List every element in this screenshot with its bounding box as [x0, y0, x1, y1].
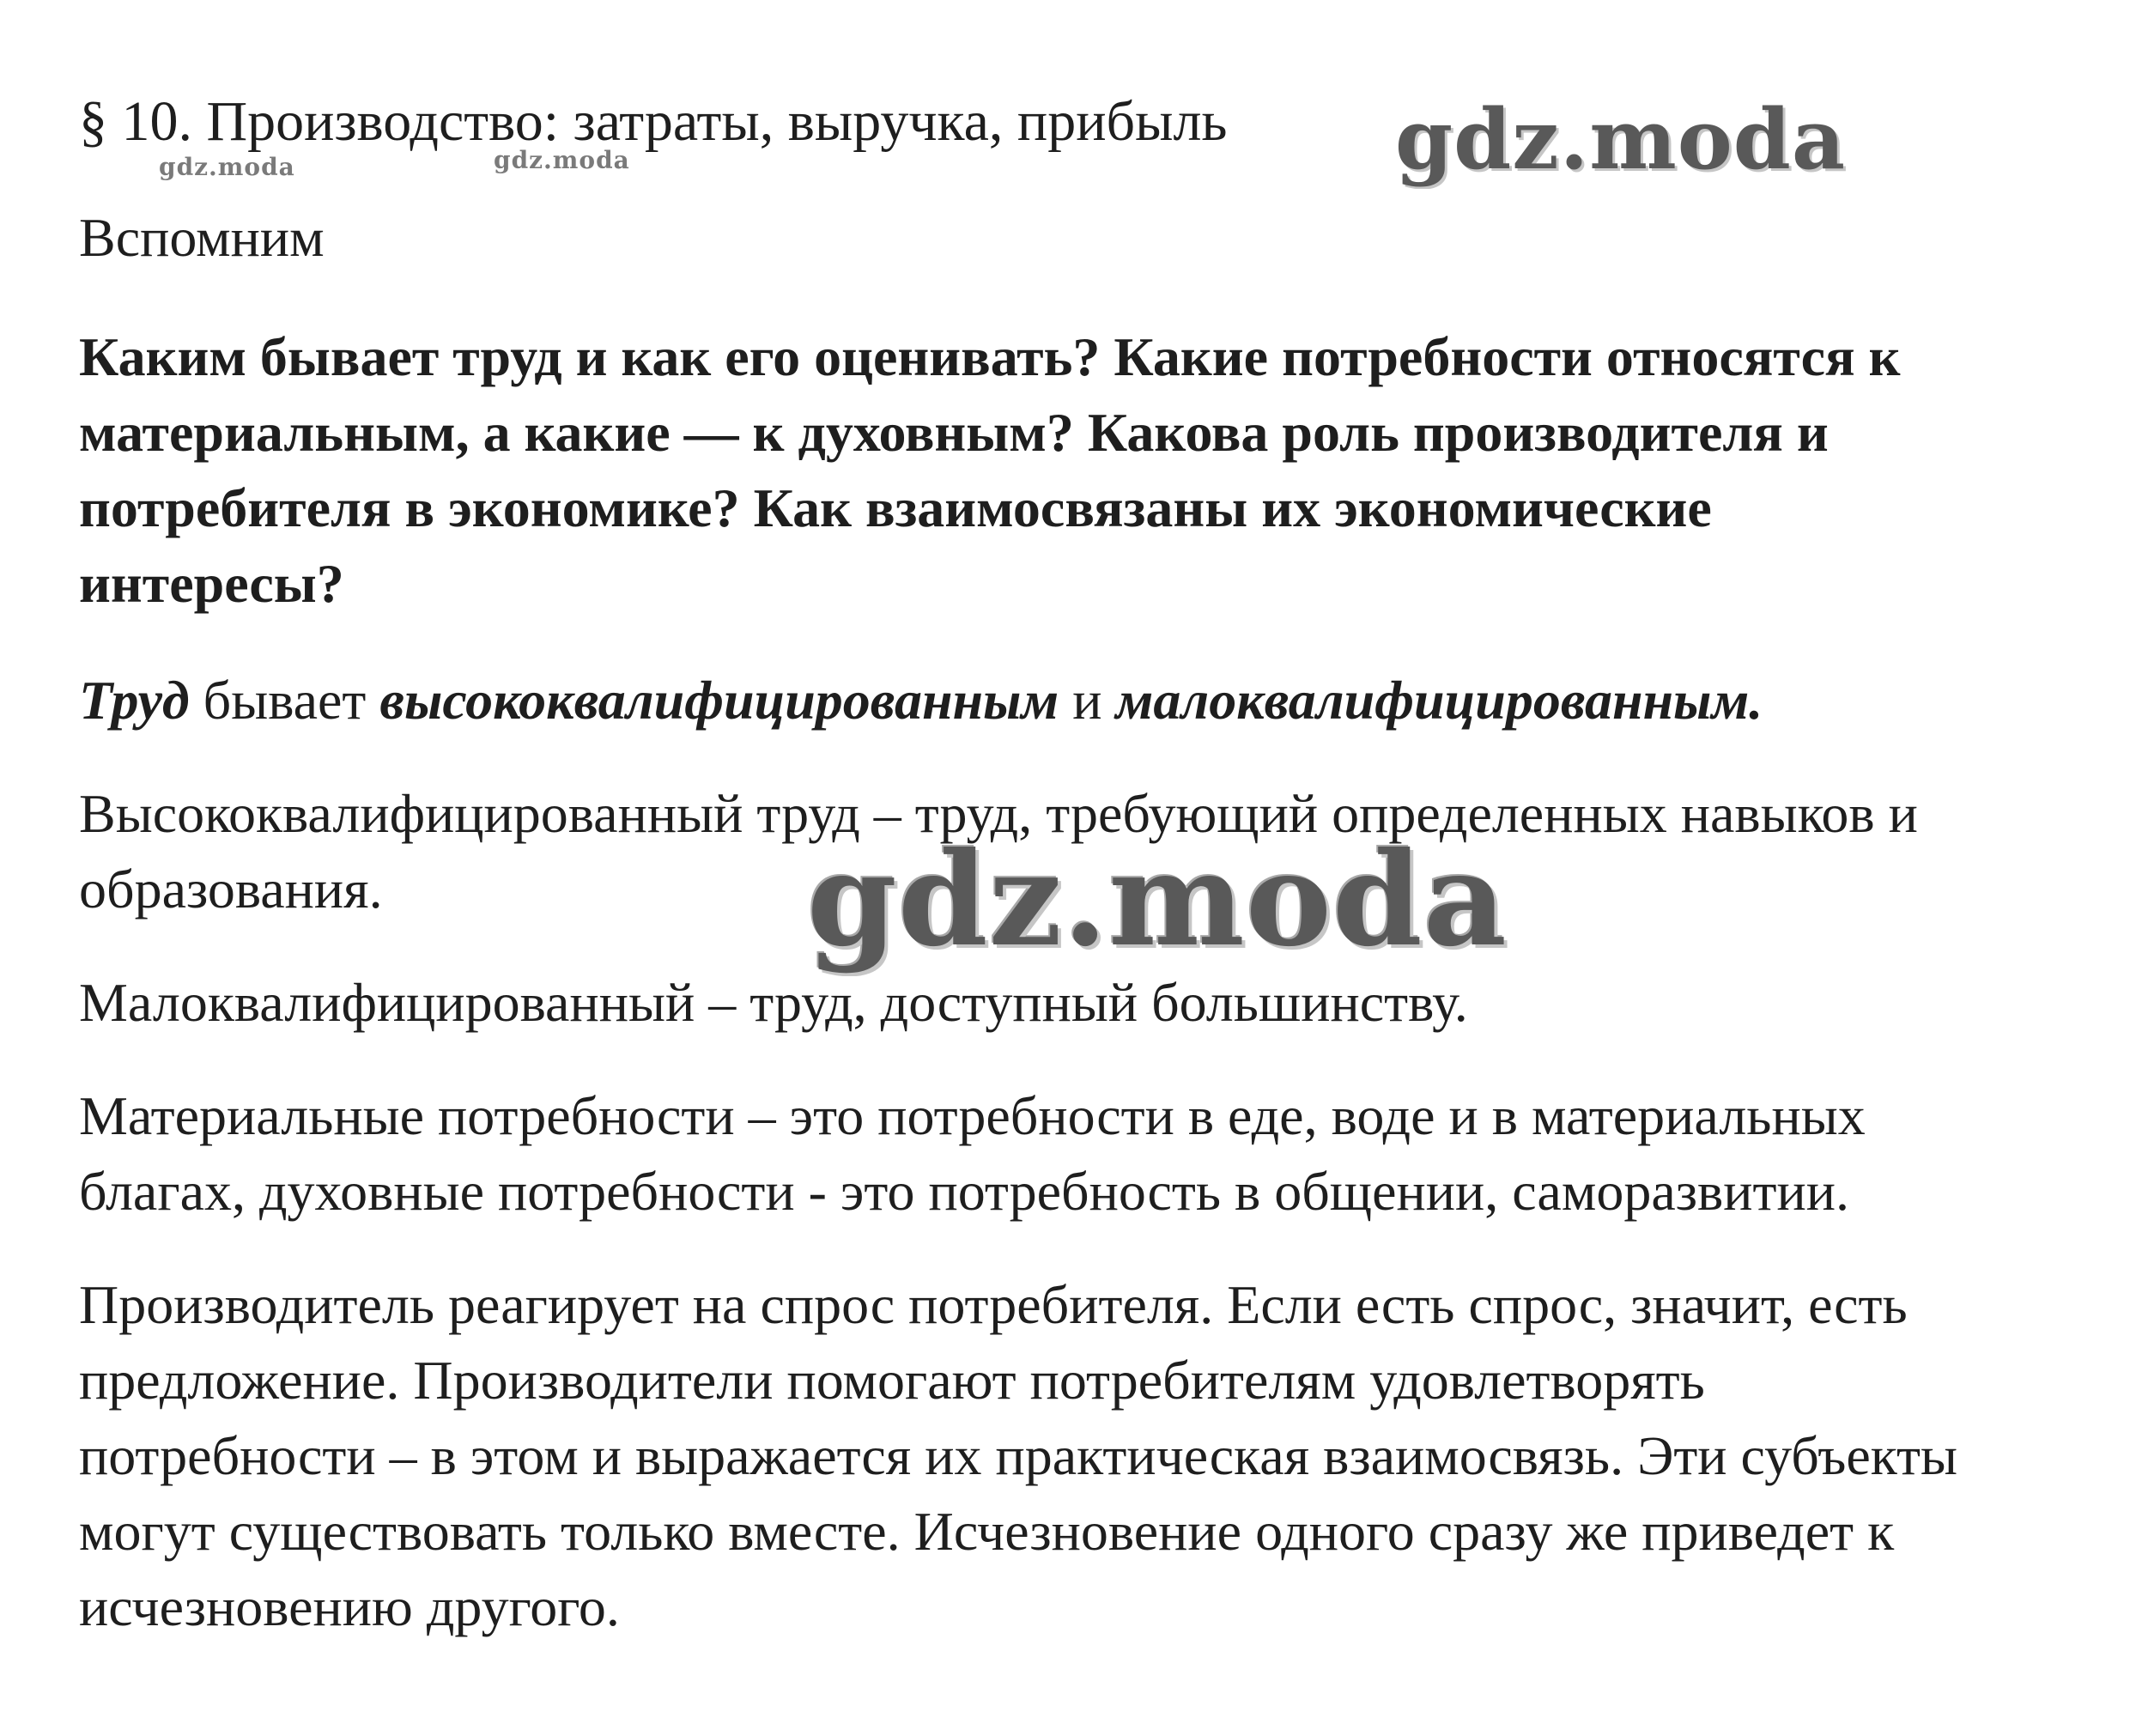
producer-paragraph: предложение. Производители помогают потребителям удовлетворять: [79, 1350, 1705, 1411]
watermark-small-2: gdz.moda: [494, 146, 630, 174]
needs-definition: благах, духовные потребности - это потребность в общении, саморазвитии.: [79, 1161, 1849, 1222]
question-line: интересы?: [79, 553, 344, 614]
labor-text: бывает: [189, 670, 380, 731]
question-line: потребителя в экономике? Как взаимосвязаны их экономические: [79, 477, 1712, 538]
question-line: материальным, а какие — к духовным? Какова роль производителя и: [79, 402, 1829, 463]
watermark-logo-center: gdz.moda: [807, 824, 1508, 975]
needs-definition: Материальные потребности – это потребности в еде, воде и в материальных: [79, 1085, 1866, 1146]
producer-paragraph: могут существовать только вместе. Исчезновение одного сразу же приведет к: [79, 1501, 1895, 1562]
low-skill-definition: Малоквалифицированный – труд, доступный большинству.: [79, 972, 1468, 1033]
recall-heading: Вспомним: [79, 207, 325, 268]
labor-text: и: [1059, 670, 1116, 731]
term-low-skilled: малоквалифицированным.: [1115, 670, 1763, 731]
producer-paragraph: Производитель реагирует на спрос потребителя. Если есть спрос, значит, есть: [79, 1274, 1908, 1335]
labor-types-paragraph: [79, 663, 1763, 738]
watermark-small-1: gdz.moda: [159, 153, 295, 181]
term-labor: Труд: [79, 670, 190, 731]
watermark-logo-top: gdz.moda: [1395, 91, 1847, 188]
term-high-skilled: высококвалифицированным: [379, 670, 1059, 731]
high-skill-definition: образования.: [79, 859, 383, 920]
producer-paragraph: исчезновению другого.: [79, 1576, 620, 1637]
section-heading: § 10. Производство: затраты, выручка, прибыль: [79, 90, 1228, 153]
high-skill-definition: Высококвалифицированный труд – труд, требующий определенных навыков и: [79, 783, 1918, 844]
producer-paragraph: потребности – в этом и выражается их практическая взаимосвязь. Эти субъекты: [79, 1425, 1957, 1486]
question-line: Каким бывает труд и как его оценивать? Какие потребности относятся к: [79, 326, 1901, 387]
